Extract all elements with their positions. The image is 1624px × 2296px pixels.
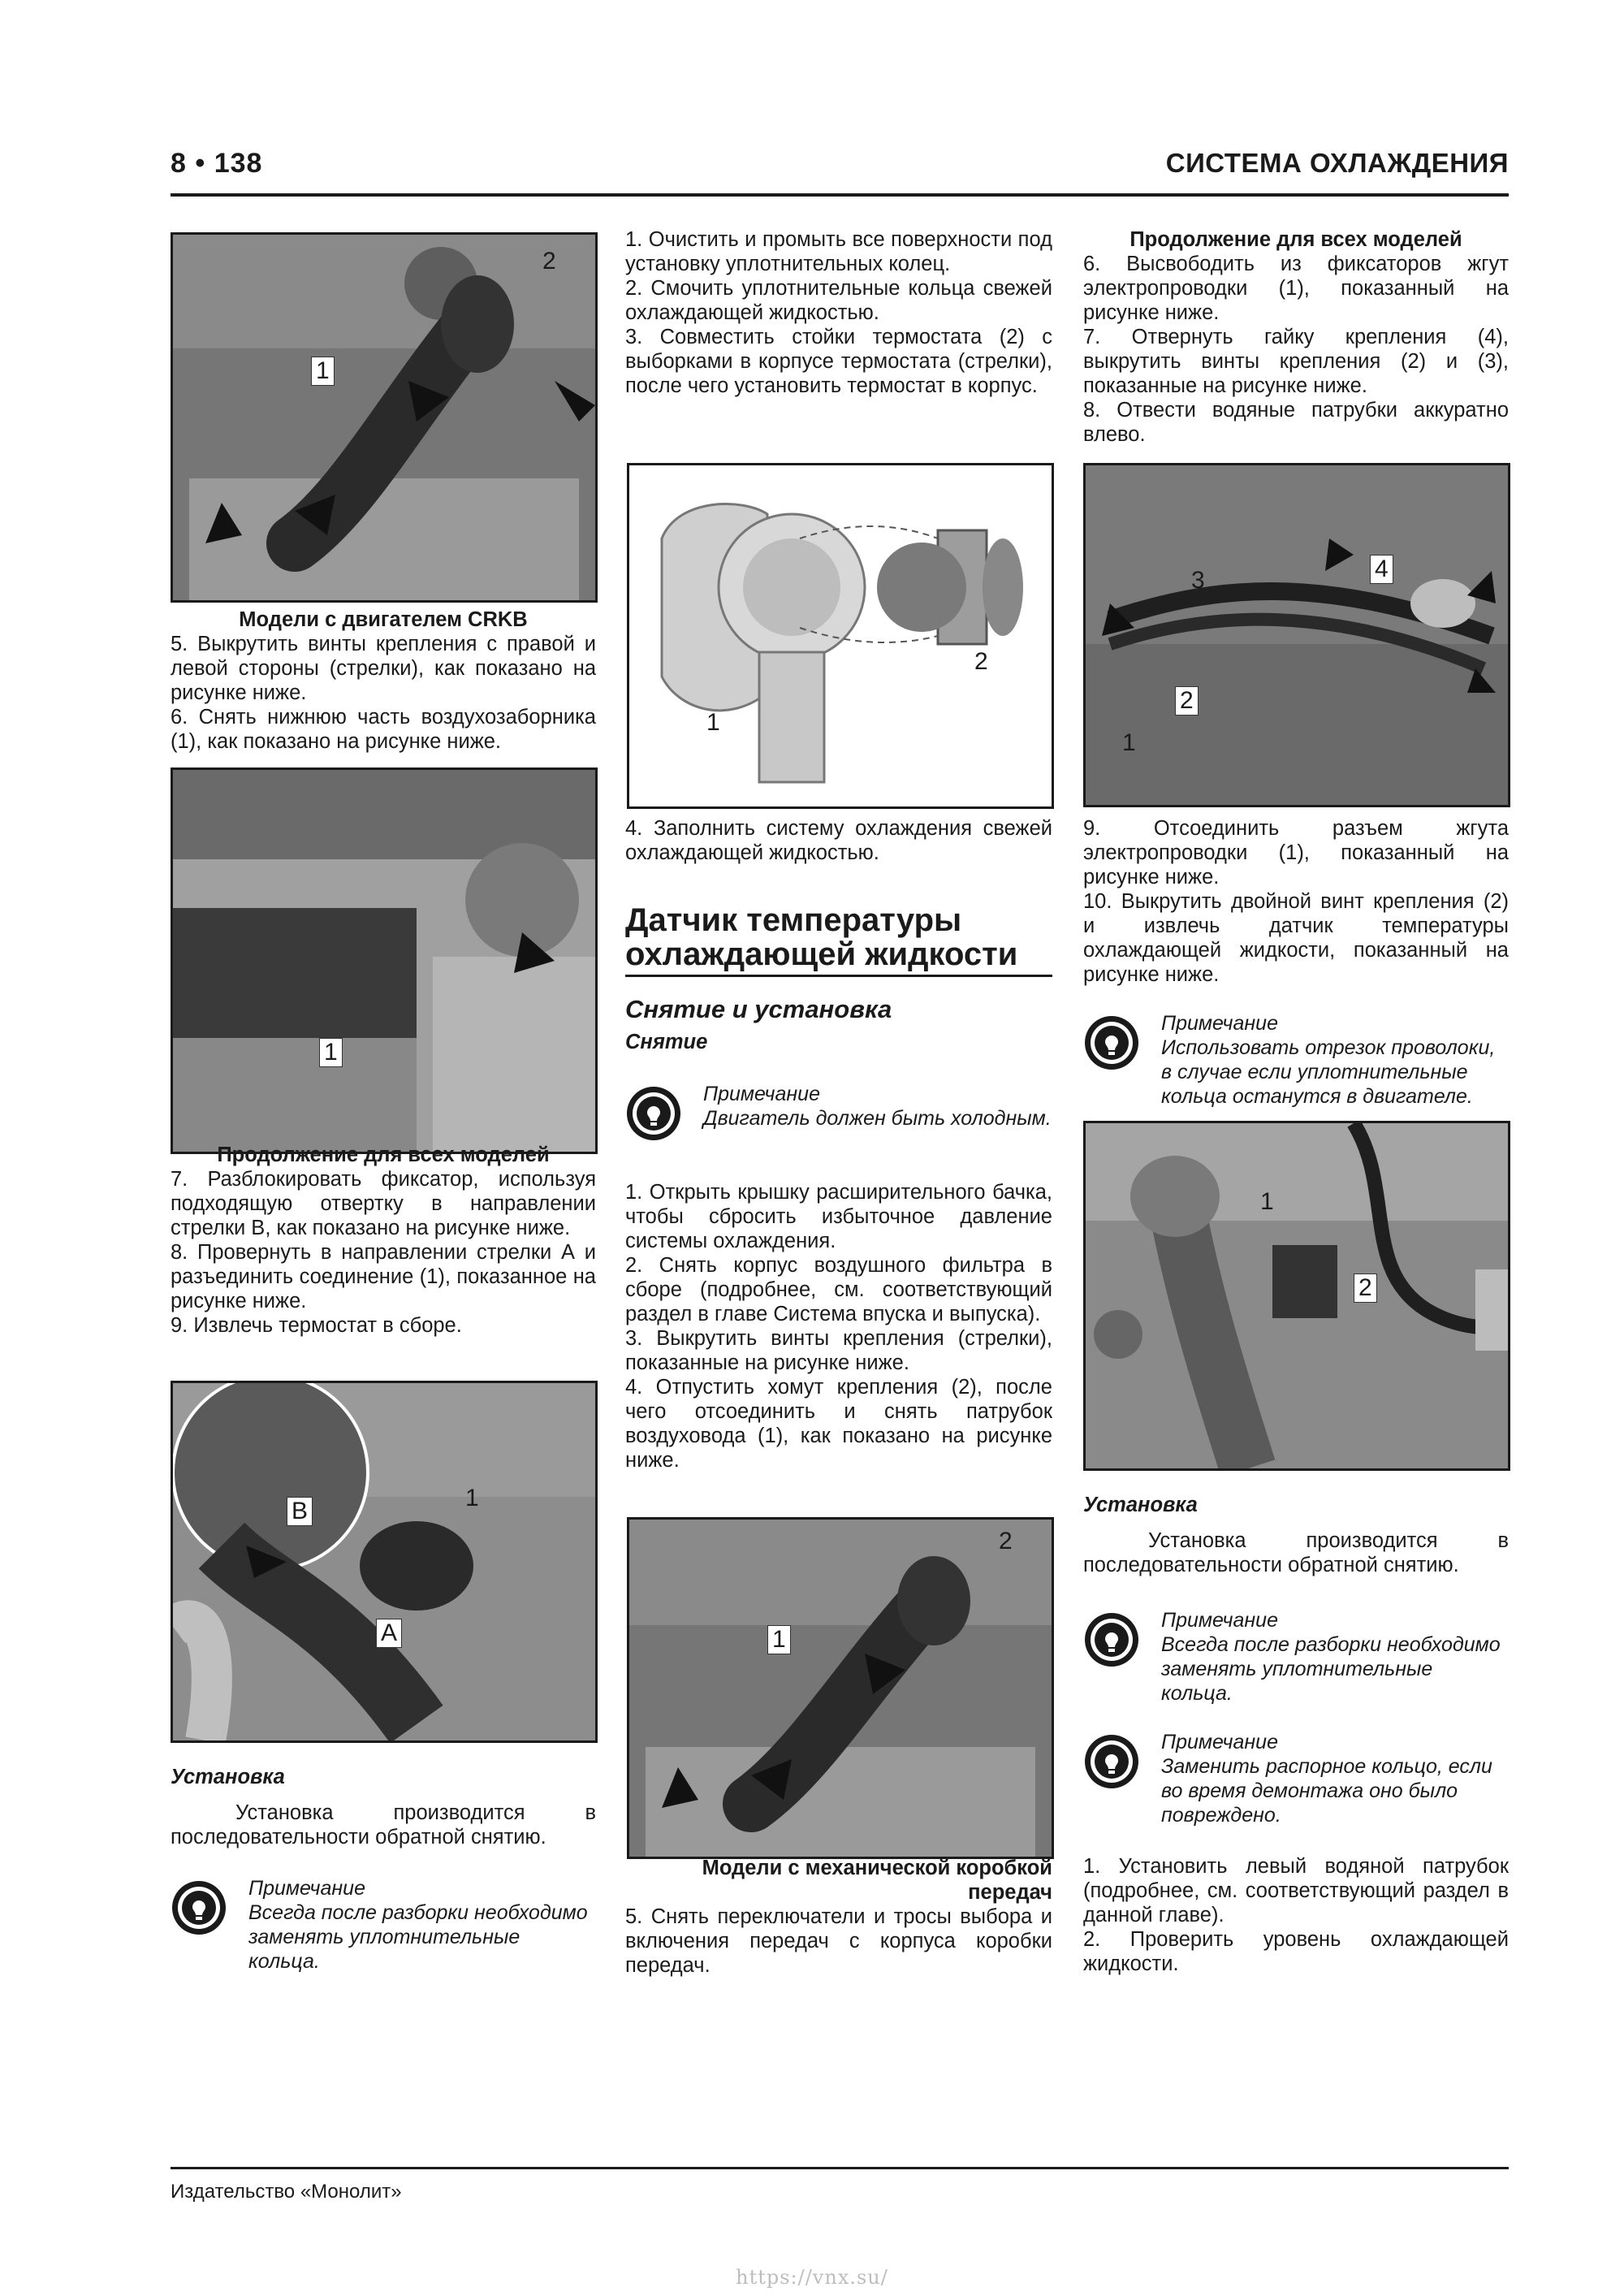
fig3-callout-1: 1 <box>465 1485 479 1511</box>
section-title-line1: Датчик температуры <box>625 902 962 938</box>
col3-end-steps <box>1083 1854 1509 1976</box>
section-title-underline <box>625 975 1052 977</box>
col1-crkb-block <box>171 608 596 754</box>
note-title: Примечание <box>1161 1609 1278 1632</box>
step-text: 9. Извлечь термостат в сборе. <box>171 1314 462 1337</box>
fig1-callout-2: 2 <box>542 248 556 275</box>
fig7-callout-2: 2 <box>1354 1273 1377 1303</box>
step-text: 5. Выкрутить винты крепления с правой и левой стороны (стрелки), как показано на рисунке ниже. <box>171 633 596 704</box>
fig3-callout-B: B <box>287 1497 313 1526</box>
subsection-title: Снятие и установка <box>625 995 892 1023</box>
step-text: 8. Отвести водяные патрубки аккуратно влево. <box>1083 399 1509 446</box>
step-text: 7. Разблокировать фиксатор, используя подходящую отвертку в направлении стрелки В, как показано на рисунке ниже. <box>171 1168 596 1239</box>
note-bulb-icon <box>171 1879 227 1936</box>
note-col3-spacer <box>1083 1730 1509 1827</box>
step-text: 2. Проверить уровень охлаждающей жидкости. <box>1083 1928 1509 1975</box>
fig5-callout-2: 2 <box>999 1528 1013 1554</box>
footer-divider <box>171 2167 1509 2169</box>
note-bulb-icon <box>1083 1014 1140 1071</box>
note-title: Примечание <box>248 1877 365 1900</box>
note-bulb-icon <box>1083 1611 1140 1668</box>
note-col2 <box>625 1082 1052 1131</box>
col2-mt-block <box>625 1856 1052 1978</box>
step-text: 6. Снять нижнюю часть воздухозаборника (1), как показано на рисунке ниже. <box>171 706 596 753</box>
col1-install-block <box>171 1765 596 1849</box>
step-text: 4. Заполнить систему охлаждения свежей охлаждающей жидкостью. <box>625 817 1052 864</box>
note-title: Примечание <box>1161 1012 1278 1035</box>
note-bulb-icon <box>625 1085 682 1142</box>
header-divider <box>171 193 1509 197</box>
fig1-callout-1: 1 <box>311 357 335 386</box>
step-text: 6. Высвободить из фиксаторов жгут электропроводки (1), показанный на рисунке ниже. <box>1083 253 1509 324</box>
install-text: Установка производится в последовательности обратной снятию. <box>171 1801 596 1848</box>
step-text: 2. Смочить уплотнительные кольца свежей охлаждающей жидкостью. <box>625 277 1052 324</box>
note-col1 <box>171 1876 596 1974</box>
fig6-callout-3: 3 <box>1191 567 1205 594</box>
step-text: 1. Установить левый водяной патрубок (подробнее, см. соответствующий раздел в данной главе). <box>1083 1855 1509 1926</box>
chapter-title: СИСТЕМА ОХЛАЖДЕНИЯ <box>1165 148 1509 178</box>
continue-heading: Продолжение для всех моделей <box>217 1144 550 1166</box>
col3-install-block <box>1083 1493 1509 1577</box>
step-text: 1. Очистить и промыть все поверхности под установку уплотнительных колец. <box>625 228 1052 275</box>
col2-step4 <box>625 816 1052 865</box>
note-bulb-icon <box>1083 1733 1140 1790</box>
figure-thermostat-housing <box>627 463 1054 809</box>
col2-top-steps <box>625 227 1052 398</box>
removal-heading: Снятие <box>625 1031 708 1053</box>
fig7-callout-1: 1 <box>1260 1188 1274 1215</box>
note-title: Примечание <box>703 1083 820 1105</box>
step-text: 1. Открыть крышку расширительного бачка, чтобы сбросить избыточное давление системы охлаждения. <box>625 1181 1052 1252</box>
step-text: 3. Совместить стойки термостата (2) с выборками в корпусе термостата (стрелки), после чего установить термостат в корпус. <box>625 326 1052 397</box>
col2-subsection <box>625 997 1052 1054</box>
install-heading: Установка <box>1083 1494 1198 1516</box>
install-heading: Установка <box>171 1766 285 1788</box>
fig4-callout-2: 2 <box>974 648 988 675</box>
col1-continue-block <box>171 1143 596 1338</box>
note-text: Использовать отрезок проволоки, в случае если уплотнительные кольца останутся в двигателе. <box>1161 1036 1496 1108</box>
step-text: 3. Выкрутить винты крепления (стрелки), показанные на рисунке ниже. <box>625 1327 1052 1374</box>
page-number: 8 • 138 <box>171 148 263 179</box>
note-text: Всегда после разборки необходимо заменять уплотнительные кольца. <box>1161 1633 1501 1705</box>
figure-wiring-harness <box>1083 463 1510 807</box>
step-text: 8. Провернуть в направлении стрелки А и разъединить соединение (1), показанное на рисунке ниже. <box>171 1241 596 1312</box>
section-title-line2: охлаждающей жидкости <box>625 936 1018 972</box>
fig6-callout-1: 1 <box>1122 729 1136 756</box>
fig6-callout-4: 4 <box>1370 555 1393 584</box>
step-text: 7. Отвернуть гайку крепления (4), выкрутить винты крепления (2) и (3), показанные на рисунке ниже. <box>1083 326 1509 397</box>
step-text: 5. Снять переключатели и тросы выбора и включения передач с корпуса коробки передач. <box>625 1905 1052 1977</box>
watermark-url: https://vnx.su/ <box>736 2266 888 2289</box>
step-text: 4. Отпустить хомут крепления (2), после чего отсоединить и снять патрубок воздуховода (1), как показано на рисунке ниже. <box>625 1376 1052 1472</box>
step-text: 10. Выкрутить двойной винт крепления (2) и извлечь датчик температуры охлаждающей жидкости, показанный на рисунке ниже. <box>1083 890 1509 986</box>
note-text: Заменить распорное кольцо, если во время демонтажа оно было повреждено. <box>1161 1755 1492 1827</box>
step-text: 9. Отсоединить разъем жгута электропроводки (1), показанный на рисунке ниже. <box>1083 817 1509 889</box>
figure-air-duct <box>627 1517 1054 1859</box>
fig5-callout-1: 1 <box>767 1625 791 1654</box>
note-title: Примечание <box>1161 1731 1278 1753</box>
figure-thermostat-connector <box>171 1381 598 1743</box>
figure-air-intake-hose <box>171 232 598 603</box>
note-col3-wire <box>1083 1011 1509 1109</box>
fig6-callout-2: 2 <box>1175 686 1199 716</box>
figure-air-intake-lower <box>171 767 598 1154</box>
install-text: Установка производится в последовательности обратной снятию. <box>1083 1529 1509 1576</box>
figure-temperature-sensor <box>1083 1121 1510 1471</box>
col3-mid-steps <box>1083 816 1509 987</box>
step-text: 2. Снять корпус воздушного фильтра в сборе (подробнее, см. соответствующий раздел в главе Система впуска и выпуска). <box>625 1254 1052 1325</box>
continue-heading: Продолжение для всех моделей <box>1129 228 1462 251</box>
col3-top-block <box>1083 227 1509 447</box>
crkb-heading: Модели с двигателем CRKB <box>239 608 528 631</box>
note-col3-rings <box>1083 1608 1509 1706</box>
fig3-callout-A: A <box>376 1619 402 1648</box>
section-title <box>625 903 1052 971</box>
note-text: Всегда после разборки необходимо заменять уплотнительные кольца. <box>248 1901 588 1973</box>
col2-removal-steps <box>625 1180 1052 1472</box>
publisher-name: Издательство «Монолит» <box>171 2181 402 2203</box>
note-text: Двигатель должен быть холодным. <box>703 1107 1052 1130</box>
fig2-callout-1: 1 <box>319 1038 343 1067</box>
fig4-callout-1: 1 <box>706 709 720 736</box>
mt-heading: Модели с механической коробкой передач <box>702 1857 1052 1904</box>
